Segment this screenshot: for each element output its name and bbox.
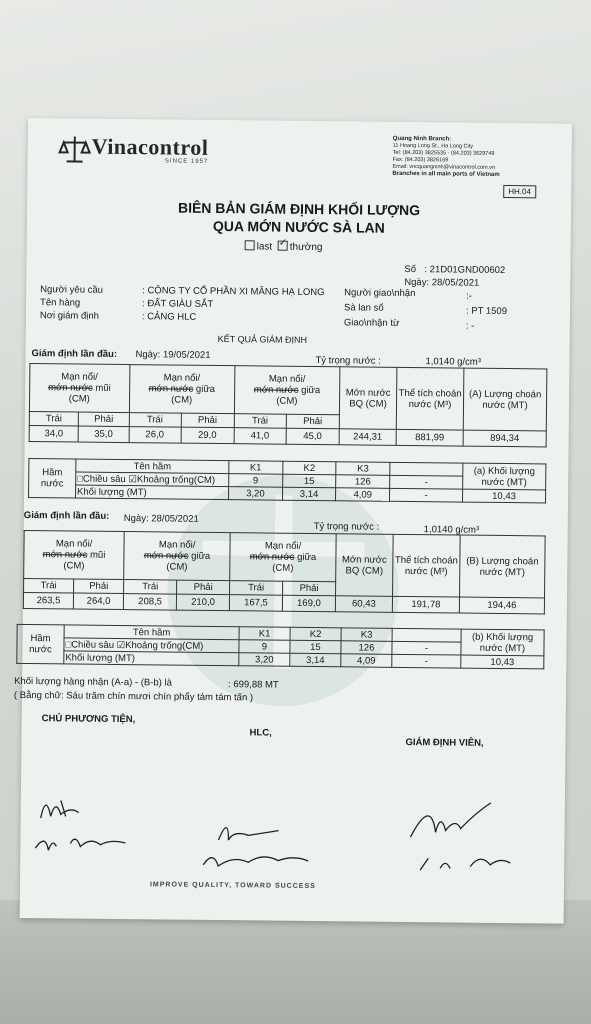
- regular-checkbox[interactable]: [278, 241, 288, 251]
- location-label: Nơi giám định: [39, 310, 100, 322]
- deliverer-value: :-: [466, 290, 473, 302]
- second-draft-table: [23, 530, 546, 614]
- table-cell: 9: [239, 640, 290, 654]
- table-cell: 41,0: [234, 428, 286, 445]
- k3-header: K3: [341, 628, 392, 642]
- table-cell: 191,78: [392, 596, 459, 613]
- regular-label: thường: [289, 241, 323, 254]
- table-cell: 244,31: [339, 429, 396, 446]
- water-mass-b-label: (b) Khối lượng nước (MT): [461, 629, 544, 656]
- water-mass-a-value: 10,43: [463, 489, 546, 503]
- table-cell: -: [390, 475, 463, 489]
- tank-label: Hầm nước: [29, 459, 76, 498]
- scale-logo-icon: [58, 134, 92, 164]
- table-cell: 3,14: [282, 487, 336, 501]
- table-cell: 35,0: [78, 426, 129, 443]
- port-label: Trái: [124, 580, 177, 595]
- table-cell: 126: [336, 475, 390, 489]
- branch-line: 11 Hoang Long St., Ha Long City: [392, 142, 474, 150]
- mid-header: Mạn nổi/ mớn nước giữa (CM): [124, 532, 230, 581]
- first-density-label: Tỷ trọng nước :: [315, 355, 381, 367]
- starboard-label: Phải: [74, 579, 124, 594]
- table-cell: 881,99: [396, 429, 463, 446]
- second-survey-label: Giám định lần đầu:: [23, 509, 110, 522]
- k1-header: K1: [229, 461, 283, 475]
- depth-row-label: □Chiều sâu ☑Khoảng trống(CM): [64, 638, 239, 653]
- received-mass-value: : 699,88 MT: [228, 679, 279, 691]
- branch-info: [392, 136, 500, 179]
- first-tank-table: [28, 458, 546, 503]
- table-cell: 210,0: [176, 594, 229, 611]
- table-cell: 45,0: [286, 428, 339, 445]
- branch-line: Tel: (84.203) 3825535 - (84.203) 3629749: [392, 149, 495, 157]
- volume-header: Thể tích choán nước (M³): [393, 534, 461, 597]
- table-cell: 34,0: [29, 426, 78, 443]
- table-cell: 208,5: [124, 594, 177, 611]
- branch-line: Branches in all main ports of Vietnam: [392, 170, 500, 178]
- barge-type-options: [245, 240, 323, 253]
- table-cell: [392, 628, 461, 642]
- requester-value: : CÔNG TY CỔ PHẦN XI MĂNG HẠ LONG: [142, 285, 325, 299]
- document-title: BIÊN BẢN GIÁM ĐỊNH KHỐI LƯỢNG: [177, 199, 421, 219]
- k2-header: K2: [290, 627, 341, 641]
- mean-draft-header: Mớn nước BQ (CM): [336, 534, 394, 597]
- table-cell: 26,0: [129, 427, 181, 444]
- port-label: Trái: [29, 412, 78, 427]
- table-cell: 264,0: [73, 593, 123, 610]
- depth-row-label: □Chiều sâu ☑Khoảng trống(CM): [76, 472, 229, 487]
- tank-name-header: Tên hầm: [76, 459, 229, 474]
- table-cell: 169,0: [282, 595, 335, 612]
- k1-header: K1: [239, 627, 290, 641]
- table-cell: [390, 462, 463, 476]
- mean-draft-header: Mớn nước BQ (CM): [339, 367, 397, 430]
- table-cell: 3,20: [239, 653, 290, 667]
- vinacontrol-logo: [58, 134, 209, 166]
- branch-line: Email: vncquangninh@vinacontrol.com.vn: [392, 163, 496, 171]
- water-mass-a-label: (a) Khối lượng nước (MT): [463, 463, 546, 490]
- deliverer-label: Người giao\nhận: [344, 287, 416, 300]
- table-cell: 9: [229, 474, 283, 488]
- table-cell: -: [392, 654, 461, 668]
- requester-label: Người yêu cầu: [40, 284, 104, 296]
- received-mass-label: Khối lượng hàng nhận (A-a) - (B-b) là: [14, 675, 172, 689]
- port-label: Trái: [24, 578, 74, 593]
- doc-number: : 21D01GND00602: [424, 264, 506, 277]
- aft-header: Mạn nổi/ mớn nước giữa (CM): [230, 533, 336, 582]
- port-label: Trái: [234, 414, 286, 429]
- document-sheet: [13, 118, 572, 924]
- first-survey-date: Ngày: 19/05/2021: [135, 349, 211, 361]
- branch-title: Quang Ninh Branch:: [392, 135, 452, 143]
- table-cell: 167,5: [229, 595, 282, 612]
- surveyor-signature-icon: [400, 792, 541, 883]
- table-cell: 263,5: [23, 592, 73, 609]
- barge-value: : PT 1509: [465, 305, 508, 318]
- from-value: : -: [465, 320, 475, 332]
- owner-signature-icon: [30, 788, 151, 869]
- second-tank-table: [16, 624, 544, 670]
- displacement-b-header: (B) Lượng choán nước (MT): [460, 535, 546, 598]
- table-cell: -: [390, 488, 463, 502]
- table-cell: 29,0: [181, 427, 234, 444]
- starboard-label: Phải: [181, 413, 234, 428]
- k3-header: K3: [336, 462, 390, 476]
- form-code: HH.04: [503, 185, 536, 198]
- aft-header: Mạn nổi/ mớn nước giữa (CM): [234, 366, 340, 415]
- starboard-label: Phải: [283, 581, 336, 596]
- tagline: IMPROVE QUALITY, TOWARD SUCCESS: [149, 881, 316, 891]
- mid-header: Mạn nổi/ mớn nước giữa (CM): [129, 365, 235, 414]
- table-cell: 15: [282, 474, 336, 488]
- displacement-header: (A) Lượng choán nước (MT): [463, 368, 547, 431]
- table-cell: -: [392, 641, 461, 655]
- hlc-signature-icon: [198, 810, 319, 881]
- starboard-label: Phải: [286, 414, 339, 429]
- first-survey-label: Giám định lần đầu:: [31, 348, 118, 360]
- second-density-label: Tỷ trọng nước :: [313, 521, 380, 533]
- port-label: Trái: [129, 413, 181, 428]
- table-cell: 894,34: [463, 430, 546, 447]
- first-draft-table: [29, 363, 548, 447]
- brand-name: Vinacontrol: [91, 133, 209, 160]
- volume-header: Thể tích choán nước (M³): [396, 367, 464, 430]
- table-cell: 15: [290, 640, 341, 654]
- table-cell: 4,09: [336, 488, 390, 502]
- starboard-label: Phải: [177, 580, 230, 595]
- brand-since: SINCE 1957: [164, 158, 209, 165]
- second-survey-date: Ngày: 28/05/2021: [123, 513, 199, 525]
- fore-header: Mạn nổi/ mớn nước mũi (CM): [29, 364, 129, 413]
- cargo-label: Tên hàng: [40, 297, 81, 309]
- table-cell: 3,14: [290, 653, 341, 667]
- table-cell: 60,43: [335, 596, 392, 613]
- second-density-value: 1,0140 g/cm³: [423, 524, 480, 536]
- water-mass-b-value: 10,43: [461, 655, 544, 669]
- fore-header: Mạn nổi/ mớn nước mũi (CM): [24, 530, 125, 579]
- mass-row-label: Khối lượng (MT): [76, 485, 229, 500]
- surveyor-signature-label: GIÁM ĐỊNH VIÊN,: [405, 736, 484, 749]
- barge-label: Sà lan số: [343, 302, 384, 314]
- document-subtitle: QUA MỚN NƯỚC SÀ LAN: [212, 217, 385, 236]
- table-cell: 126: [341, 641, 392, 655]
- table-cell: 194,46: [459, 597, 544, 614]
- doc-date: Ngày: 28/05/2021: [404, 276, 480, 289]
- tank-name-header: Tên hầm: [64, 625, 239, 640]
- first-density-value: 1,0140 g/cm³: [425, 356, 481, 368]
- last-label: last: [256, 241, 273, 253]
- doc-number-label: Số: [404, 263, 417, 276]
- starboard-label: Phải: [78, 412, 129, 427]
- owner-signature-label: CHỦ PHƯƠNG TIỆN,: [41, 713, 136, 726]
- table-cell: 3,20: [229, 487, 283, 501]
- branch-line: Fax: (84.203) 3826169: [392, 156, 449, 164]
- mass-row-label: Khối lượng (MT): [64, 651, 239, 666]
- hlc-signature-label: HLC,: [249, 727, 272, 739]
- table-cell: 4,09: [341, 654, 392, 668]
- tank-label: Hầm nước: [17, 624, 64, 663]
- from-label: Giao\nhận từ: [343, 317, 400, 329]
- port-label: Trái: [230, 581, 283, 596]
- cargo-value: : ĐẤT GIÀU SẮT: [142, 298, 214, 310]
- k2-header: K2: [282, 461, 336, 475]
- result-title: KẾT QUẢ GIÁM ĐỊNH: [217, 333, 308, 345]
- location-value: : CẢNG HLC: [141, 311, 197, 323]
- received-mass-words: ( Bằng chữ: Sáu trăm chín mươi chín phẩy tám tám tấn ): [13, 689, 254, 704]
- last-checkbox[interactable]: [245, 240, 255, 250]
